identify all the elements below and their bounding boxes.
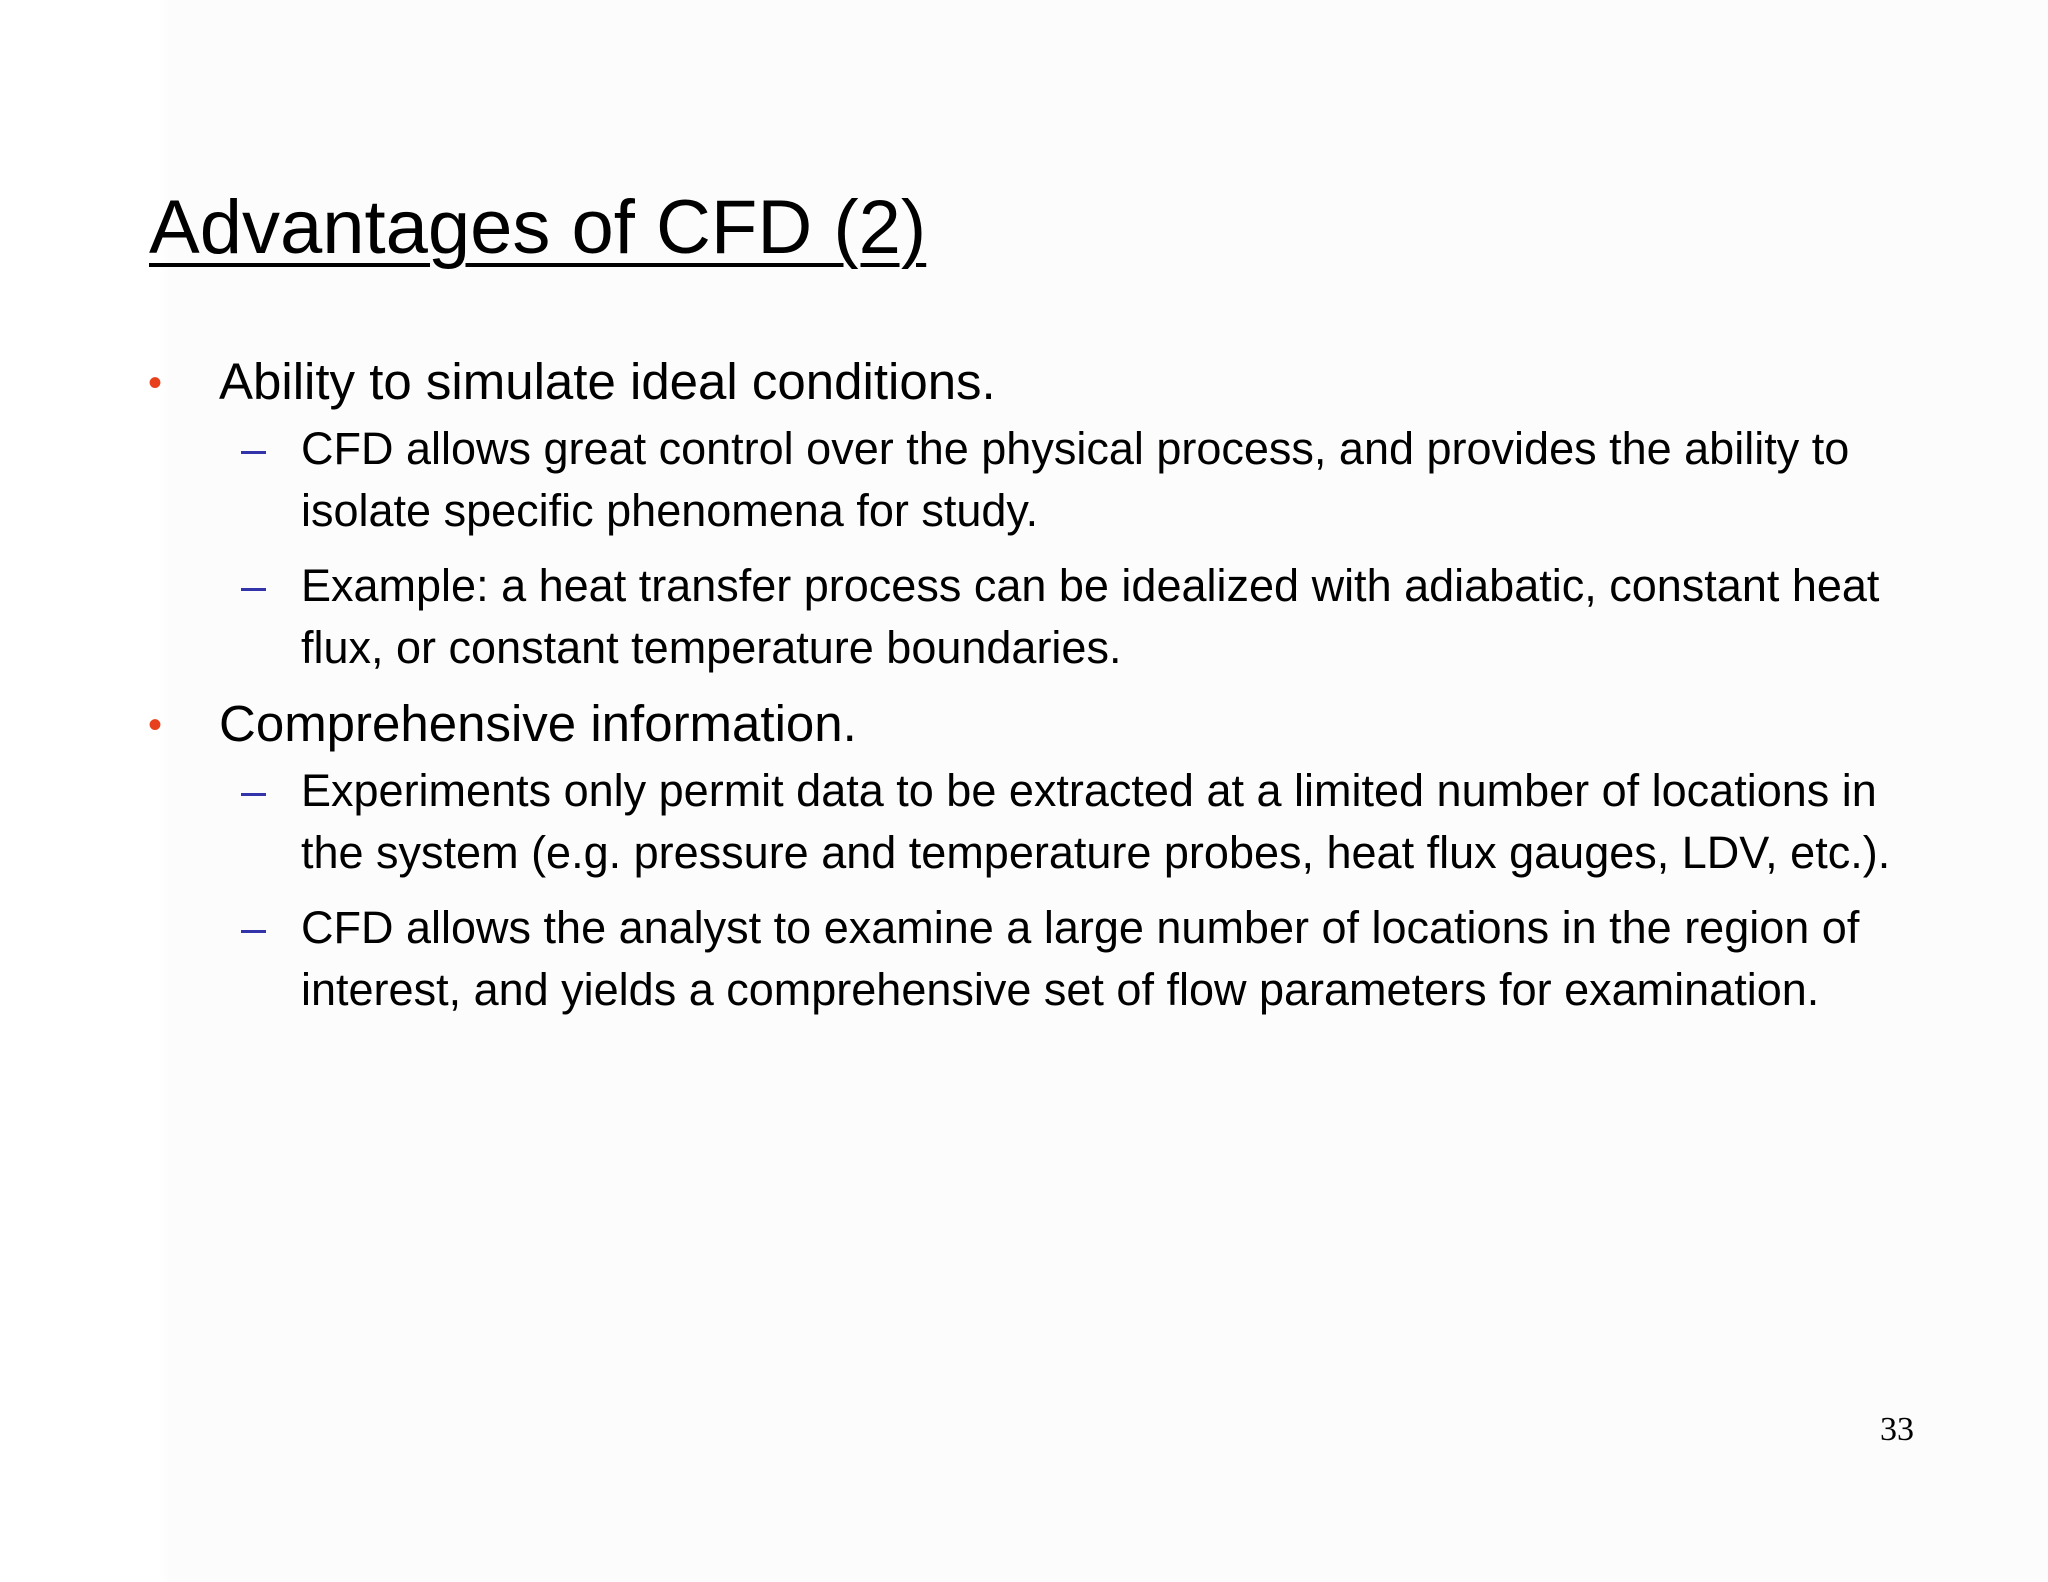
bullet-text: Comprehensive information.: [219, 695, 857, 752]
slide-content: [0, 350, 2048, 1034]
sub-bullet-text: CFD allows the analyst to examine a large number of locations in the region of interest, and yields a comprehensive set of flow parameters for examination.: [301, 902, 1860, 1015]
sub-bullet-text: CFD allows great control over the physical process, and provides the ability to isolate specific phenomena for study.: [301, 423, 1850, 536]
sub-bullet-marker: –: [241, 902, 267, 953]
bullet-marker: •: [148, 361, 163, 405]
page-number: 33: [1880, 1411, 1914, 1448]
bullet-marker: •: [148, 703, 163, 747]
bullet-item: [0, 692, 2048, 760]
sub-bullet-item: [0, 897, 2048, 1021]
sub-bullet-item: [0, 555, 2048, 679]
slide-title: Advantages of CFD (2): [149, 185, 927, 270]
sub-bullet-item: [0, 418, 2048, 542]
sub-bullet-item: [0, 760, 2048, 884]
sub-bullet-text: Example: a heat transfer process can be idealized with adiabatic, constant heat flux, or constant temperature boundaries.: [301, 560, 1880, 673]
bullet-item: [0, 350, 2048, 418]
sub-bullet-marker: –: [241, 765, 267, 816]
sub-bullet-marker: –: [241, 560, 267, 611]
sub-bullet-marker: –: [241, 423, 267, 474]
sub-bullet-text: Experiments only permit data to be extracted at a limited number of locations in the system (e.g. pressure and temperature probes, heat flux gauges, LDV, etc.).: [301, 765, 1891, 878]
bullet-text: Ability to simulate ideal conditions.: [219, 353, 996, 410]
